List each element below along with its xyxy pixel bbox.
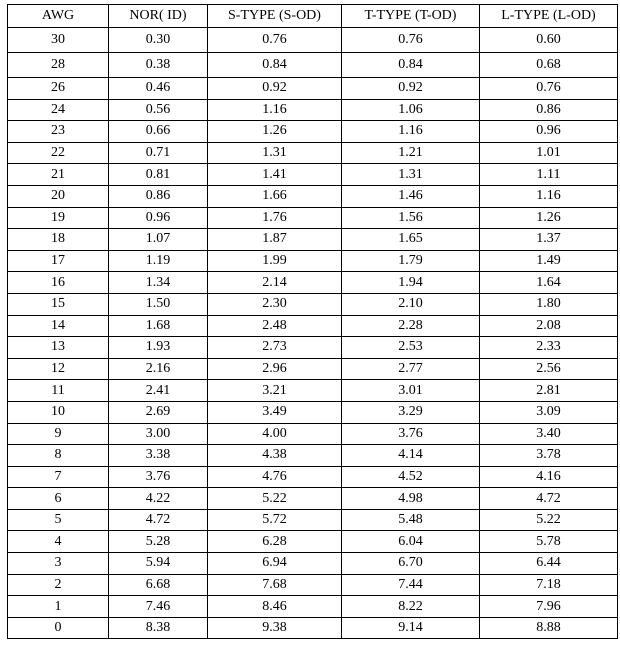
cell-awg: 12 bbox=[8, 358, 109, 380]
cell-nor-id: 1.68 bbox=[109, 315, 208, 337]
cell-t-type: 2.28 bbox=[342, 315, 480, 337]
cell-nor-id: 0.86 bbox=[109, 185, 208, 207]
cell-awg: 24 bbox=[8, 99, 109, 121]
cell-awg: 18 bbox=[8, 229, 109, 251]
table-row bbox=[8, 358, 618, 380]
cell-s-type: 6.28 bbox=[208, 531, 342, 553]
cell-nor-id: 0.71 bbox=[109, 142, 208, 164]
table-row bbox=[8, 531, 618, 553]
cell-s-type: 1.76 bbox=[208, 207, 342, 229]
cell-awg: 22 bbox=[8, 142, 109, 164]
cell-l-type: 4.72 bbox=[480, 488, 618, 510]
cell-t-type: 2.53 bbox=[342, 337, 480, 359]
table-row bbox=[8, 142, 618, 164]
header-t-type: T-TYPE (T-OD) bbox=[342, 5, 480, 28]
cell-s-type: 5.72 bbox=[208, 509, 342, 531]
cell-awg: 28 bbox=[8, 53, 109, 78]
cell-l-type: 3.78 bbox=[480, 445, 618, 467]
cell-l-type: 7.96 bbox=[480, 596, 618, 618]
table-row bbox=[8, 466, 618, 488]
cell-awg: 8 bbox=[8, 445, 109, 467]
cell-awg: 23 bbox=[8, 121, 109, 143]
table-row bbox=[8, 293, 618, 315]
header-l-type: L-TYPE (L-OD) bbox=[480, 5, 618, 28]
cell-s-type: 2.73 bbox=[208, 337, 342, 359]
cell-l-type: 3.40 bbox=[480, 423, 618, 445]
cell-t-type: 3.01 bbox=[342, 380, 480, 402]
cell-t-type: 1.06 bbox=[342, 99, 480, 121]
cell-awg: 14 bbox=[8, 315, 109, 337]
cell-nor-id: 3.38 bbox=[109, 445, 208, 467]
table-body bbox=[8, 28, 618, 639]
cell-s-type: 5.22 bbox=[208, 488, 342, 510]
table-row bbox=[8, 509, 618, 531]
cell-s-type: 1.26 bbox=[208, 121, 342, 143]
cell-awg: 30 bbox=[8, 28, 109, 53]
table-row bbox=[8, 488, 618, 510]
cell-s-type: 1.66 bbox=[208, 185, 342, 207]
cell-l-type: 6.44 bbox=[480, 553, 618, 575]
cell-t-type: 1.79 bbox=[342, 250, 480, 272]
cell-t-type: 9.14 bbox=[342, 617, 480, 639]
header-awg: AWG bbox=[8, 5, 109, 28]
cell-s-type: 1.99 bbox=[208, 250, 342, 272]
cell-t-type: 0.92 bbox=[342, 78, 480, 100]
cell-nor-id: 5.28 bbox=[109, 531, 208, 553]
table-row bbox=[8, 121, 618, 143]
cell-nor-id: 0.66 bbox=[109, 121, 208, 143]
cell-l-type: 0.68 bbox=[480, 53, 618, 78]
header-s-type: S-TYPE (S-OD) bbox=[208, 5, 342, 28]
cell-awg: 26 bbox=[8, 78, 109, 100]
cell-nor-id: 6.68 bbox=[109, 574, 208, 596]
cell-s-type: 4.38 bbox=[208, 445, 342, 467]
cell-nor-id: 0.46 bbox=[109, 78, 208, 100]
cell-t-type: 7.44 bbox=[342, 574, 480, 596]
cell-t-type: 2.10 bbox=[342, 293, 480, 315]
cell-s-type: 2.96 bbox=[208, 358, 342, 380]
cell-t-type: 3.76 bbox=[342, 423, 480, 445]
cell-nor-id: 2.16 bbox=[109, 358, 208, 380]
cell-l-type: 1.11 bbox=[480, 164, 618, 186]
table-row bbox=[8, 164, 618, 186]
cell-t-type: 1.46 bbox=[342, 185, 480, 207]
cell-s-type: 2.48 bbox=[208, 315, 342, 337]
cell-s-type: 1.87 bbox=[208, 229, 342, 251]
cell-nor-id: 3.76 bbox=[109, 466, 208, 488]
cell-nor-id: 0.38 bbox=[109, 53, 208, 78]
cell-nor-id: 1.50 bbox=[109, 293, 208, 315]
table-row bbox=[8, 574, 618, 596]
cell-l-type: 5.22 bbox=[480, 509, 618, 531]
cell-l-type: 1.80 bbox=[480, 293, 618, 315]
cell-awg: 2 bbox=[8, 574, 109, 596]
cell-l-type: 1.01 bbox=[480, 142, 618, 164]
cell-l-type: 1.64 bbox=[480, 272, 618, 294]
cell-nor-id: 7.46 bbox=[109, 596, 208, 618]
table-row bbox=[8, 99, 618, 121]
table-row bbox=[8, 315, 618, 337]
table-header-row bbox=[8, 5, 618, 28]
cell-s-type: 0.76 bbox=[208, 28, 342, 53]
cell-s-type: 9.38 bbox=[208, 617, 342, 639]
cell-awg: 20 bbox=[8, 185, 109, 207]
cell-nor-id: 4.72 bbox=[109, 509, 208, 531]
cell-nor-id: 0.56 bbox=[109, 99, 208, 121]
cell-nor-id: 0.30 bbox=[109, 28, 208, 53]
header-nor-id: NOR( ID) bbox=[109, 5, 208, 28]
cell-awg: 1 bbox=[8, 596, 109, 618]
cell-nor-id: 2.69 bbox=[109, 401, 208, 423]
table-row bbox=[8, 28, 618, 53]
cell-t-type: 4.14 bbox=[342, 445, 480, 467]
cell-l-type: 2.81 bbox=[480, 380, 618, 402]
table-row bbox=[8, 596, 618, 618]
cell-t-type: 6.04 bbox=[342, 531, 480, 553]
cell-awg: 11 bbox=[8, 380, 109, 402]
cell-awg: 19 bbox=[8, 207, 109, 229]
cell-t-type: 1.65 bbox=[342, 229, 480, 251]
table-row bbox=[8, 445, 618, 467]
cell-s-type: 6.94 bbox=[208, 553, 342, 575]
cell-l-type: 1.16 bbox=[480, 185, 618, 207]
cell-nor-id: 8.38 bbox=[109, 617, 208, 639]
cell-awg: 5 bbox=[8, 509, 109, 531]
cell-awg: 4 bbox=[8, 531, 109, 553]
table-row bbox=[8, 207, 618, 229]
cell-t-type: 5.48 bbox=[342, 509, 480, 531]
cell-l-type: 0.96 bbox=[480, 121, 618, 143]
cell-awg: 15 bbox=[8, 293, 109, 315]
cell-t-type: 0.76 bbox=[342, 28, 480, 53]
cell-t-type: 4.52 bbox=[342, 466, 480, 488]
cell-awg: 0 bbox=[8, 617, 109, 639]
cell-awg: 9 bbox=[8, 423, 109, 445]
cell-awg: 21 bbox=[8, 164, 109, 186]
cell-l-type: 2.33 bbox=[480, 337, 618, 359]
cell-nor-id: 2.41 bbox=[109, 380, 208, 402]
cell-l-type: 1.49 bbox=[480, 250, 618, 272]
cell-t-type: 2.77 bbox=[342, 358, 480, 380]
cell-t-type: 1.16 bbox=[342, 121, 480, 143]
table-row bbox=[8, 78, 618, 100]
cell-l-type: 1.26 bbox=[480, 207, 618, 229]
cell-l-type: 7.18 bbox=[480, 574, 618, 596]
cell-awg: 10 bbox=[8, 401, 109, 423]
cell-l-type: 2.56 bbox=[480, 358, 618, 380]
cell-s-type: 3.49 bbox=[208, 401, 342, 423]
cell-t-type: 8.22 bbox=[342, 596, 480, 618]
cell-l-type: 8.88 bbox=[480, 617, 618, 639]
cell-t-type: 4.98 bbox=[342, 488, 480, 510]
table-row bbox=[8, 229, 618, 251]
table-row bbox=[8, 53, 618, 78]
awg-size-table-container bbox=[7, 4, 617, 639]
cell-t-type: 1.21 bbox=[342, 142, 480, 164]
table-row bbox=[8, 380, 618, 402]
cell-s-type: 4.76 bbox=[208, 466, 342, 488]
cell-s-type: 1.41 bbox=[208, 164, 342, 186]
cell-awg: 7 bbox=[8, 466, 109, 488]
cell-awg: 17 bbox=[8, 250, 109, 272]
cell-awg: 6 bbox=[8, 488, 109, 510]
cell-t-type: 1.94 bbox=[342, 272, 480, 294]
cell-nor-id: 3.00 bbox=[109, 423, 208, 445]
cell-t-type: 0.84 bbox=[342, 53, 480, 78]
cell-l-type: 3.09 bbox=[480, 401, 618, 423]
cell-l-type: 4.16 bbox=[480, 466, 618, 488]
cell-nor-id: 1.93 bbox=[109, 337, 208, 359]
cell-s-type: 2.14 bbox=[208, 272, 342, 294]
cell-nor-id: 0.96 bbox=[109, 207, 208, 229]
cell-awg: 3 bbox=[8, 553, 109, 575]
table-row bbox=[8, 553, 618, 575]
table-row bbox=[8, 617, 618, 639]
cell-s-type: 3.21 bbox=[208, 380, 342, 402]
cell-s-type: 2.30 bbox=[208, 293, 342, 315]
cell-nor-id: 1.19 bbox=[109, 250, 208, 272]
cell-t-type: 3.29 bbox=[342, 401, 480, 423]
cell-l-type: 0.60 bbox=[480, 28, 618, 53]
table-row bbox=[8, 423, 618, 445]
cell-l-type: 0.86 bbox=[480, 99, 618, 121]
cell-s-type: 1.31 bbox=[208, 142, 342, 164]
cell-l-type: 0.76 bbox=[480, 78, 618, 100]
cell-nor-id: 1.07 bbox=[109, 229, 208, 251]
cell-s-type: 0.84 bbox=[208, 53, 342, 78]
cell-t-type: 1.56 bbox=[342, 207, 480, 229]
cell-s-type: 7.68 bbox=[208, 574, 342, 596]
table-row bbox=[8, 185, 618, 207]
cell-s-type: 8.46 bbox=[208, 596, 342, 618]
cell-t-type: 6.70 bbox=[342, 553, 480, 575]
cell-s-type: 4.00 bbox=[208, 423, 342, 445]
cell-nor-id: 1.34 bbox=[109, 272, 208, 294]
cell-l-type: 2.08 bbox=[480, 315, 618, 337]
cell-nor-id: 4.22 bbox=[109, 488, 208, 510]
cell-nor-id: 0.81 bbox=[109, 164, 208, 186]
cell-t-type: 1.31 bbox=[342, 164, 480, 186]
table-row bbox=[8, 401, 618, 423]
cell-awg: 13 bbox=[8, 337, 109, 359]
cell-nor-id: 5.94 bbox=[109, 553, 208, 575]
table-row bbox=[8, 250, 618, 272]
cell-s-type: 1.16 bbox=[208, 99, 342, 121]
cell-l-type: 5.78 bbox=[480, 531, 618, 553]
awg-size-table bbox=[7, 4, 618, 639]
cell-s-type: 0.92 bbox=[208, 78, 342, 100]
cell-l-type: 1.37 bbox=[480, 229, 618, 251]
table-row bbox=[8, 272, 618, 294]
table-row bbox=[8, 337, 618, 359]
cell-awg: 16 bbox=[8, 272, 109, 294]
